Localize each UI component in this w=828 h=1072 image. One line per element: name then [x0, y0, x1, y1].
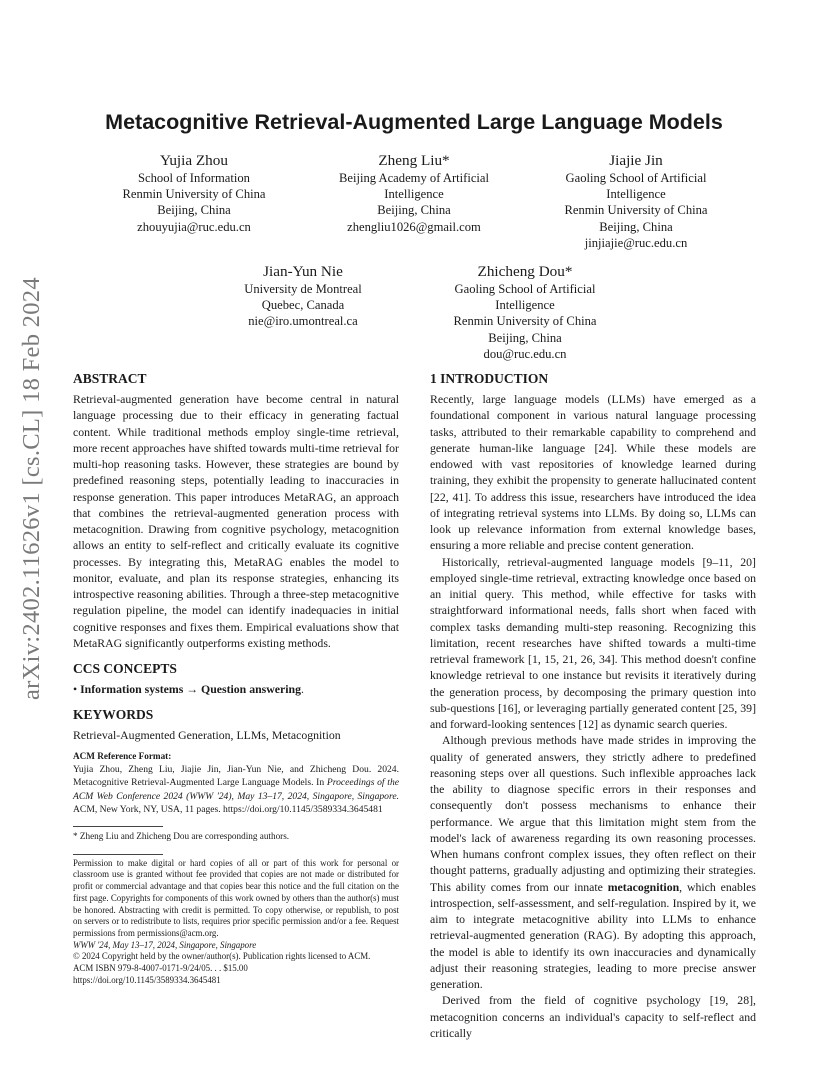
author-affiliation: Intelligence	[606, 187, 666, 202]
permission-isbn: ACM ISBN 979-8-4007-0171-9/24/05. . . $15.00	[73, 963, 248, 974]
left-column	[73, 371, 399, 986]
introduction-heading: 1 INTRODUCTION	[430, 371, 549, 386]
author-name: Yujia Zhou	[160, 152, 228, 169]
author-block-1	[104, 151, 284, 235]
author-name: Jiajie Jin	[609, 152, 663, 169]
acm-reference-text: ACM, New York, NY, USA, 11 pages. https://doi.org/10.1145/3589334.3645481	[73, 804, 383, 816]
ccs-item: Question answering	[201, 682, 301, 696]
author-name: Zheng Liu*	[378, 152, 450, 169]
author-affiliation: Renmin University of China	[453, 314, 597, 329]
permission-rule	[73, 854, 163, 855]
acm-reference-heading: ACM Reference Format:	[73, 750, 172, 761]
author-affiliation: Gaoling School of Artificial	[454, 282, 596, 296]
intro-paragraph-4: Derived from the field of cognitive psychology [19, 28], metacognition concerns an individual's capacity to self-reflect and critically	[430, 993, 756, 1040]
permission-doi: https://doi.org/10.1145/3589334.3645481	[73, 974, 221, 985]
right-column	[430, 371, 756, 1041]
arxiv-stamp: arXiv:2402.11626v1 [cs.CL] 18 Feb 2024	[18, 277, 45, 700]
acm-reference-text: Yujia Zhou, Zheng Liu, Jiajie Jin, Jian-Yun Nie, and Zhicheng Dou. 2024. Metacognitive Retrieval-Augmented Large Language Models. In	[73, 763, 399, 789]
intro-paragraph-3	[430, 732, 756, 992]
author-affiliation: Renmin University of China	[564, 203, 708, 218]
ccs-concepts	[73, 681, 399, 697]
paper-title: Metacognitive Retrieval-Augmented Large Language Models	[105, 110, 723, 134]
author-affiliation: School of Information	[138, 171, 250, 185]
author-location: Beijing, China	[377, 203, 451, 218]
author-email: jinjiajie@ruc.edu.cn	[584, 235, 688, 250]
author-name: Jian-Yun Nie	[263, 263, 343, 280]
author-location: Beijing, China	[599, 219, 673, 234]
author-email: zhouyujia@ruc.edu.cn	[137, 219, 251, 234]
author-location: Quebec, Canada	[261, 298, 345, 313]
author-location: Beijing, China	[488, 330, 562, 345]
permission-copyright: © 2024 Copyright held by the owner/author(s). Publication rights licensed to ACM.	[73, 951, 371, 962]
author-affiliation: Intelligence	[384, 187, 444, 202]
author-affiliation: University de Montreal	[244, 282, 362, 296]
author-affiliation: Renmin University of China	[122, 187, 266, 202]
author-affiliation: Gaoling School of Artificial	[565, 171, 707, 185]
footnote-rule	[73, 826, 163, 827]
ccs-bullet: •	[73, 682, 81, 696]
permission-block	[73, 858, 399, 987]
author-affiliation: Beijing Academy of Artificial	[338, 171, 490, 185]
author-block-2	[324, 151, 504, 235]
abstract-text: Retrieval-augmented generation have become central in natural language processing due to their efficacy in generating factual content. While traditional methods employ single-time retrieval, more recent approaches have shifted towards multi-time retrieval for multi-hop reasoning tasks. However, these strategies are bound by predefined reasoning steps, potentially leading to inaccuracies in response generation. This paper introduces MetaRAG, an approach that combines the retrieval-augmented generation process with metacognition. Drawing from cognitive psychology, metacognition allows an entity to self-reflect and critically evaluate its cognitive processes. By integrating this, MetaRAG enables the model to monitor, evaluate, and plan its response strategies, enhancing its introspective reasoning abilities. Through a three-step metacognitive regulation pipeline, the model can identify inadequacies in initial cognitive responses and fixes them. Empirical evaluations show that MetaRAG significantly outperforms existing methods.	[73, 392, 399, 650]
intro-bold-term: metacognition	[607, 879, 680, 894]
keywords-heading: KEYWORDS	[73, 707, 154, 723]
author-name: Zhicheng Dou*	[477, 263, 573, 280]
intro-text: , which enables introspection, self-assessment, and self-regulation. Inspired by it, we aim to integrate metacognitive ability into LLMs to enhance retrieval-augmented generation (RAG). By adopting this approach, the model is able to identify its own inaccuracies and dynamically adjust their reasoning strategies, leading to more precise answer generation.	[430, 879, 756, 991]
ccs-period: .	[300, 682, 304, 696]
permission-conference: WWW '24, May 13–17, 2024, Singapore, Singapore	[73, 939, 257, 950]
ccs-item: Information systems	[80, 682, 184, 696]
author-block-4	[213, 262, 393, 330]
author-block-3	[546, 151, 726, 251]
author-block-5	[435, 262, 615, 362]
author-email: zhengliu1026@gmail.com	[347, 219, 481, 234]
intro-text: Although previous methods have made strides in improving the quality of generated answers, they strictly adhere to predefined reasoning steps over all questions. Such inflexible approaches lack the ability to diagnose specific errors in their responses and consequently don't possess mechanisms to enhance their performance. We argue that this limitation might stem from the model's lack of awareness regarding its own reasoning processes. When humans confront complex issues, they often reflect on their thought patterns, gradually adjusting and optimizing their strategies. This ability comes from our innate	[430, 733, 756, 894]
footnote: * Zheng Liu and Zhicheng Dou are corresponding authors.	[73, 830, 290, 841]
acm-reference	[73, 750, 399, 817]
keywords-text: Retrieval-Augmented Generation, LLMs, Metacognition	[73, 728, 341, 743]
acm-reference-venue: Proceedings of the ACM Web Conference 2024 (WWW '24), May 13–17, 2024, Singapore, Singapore.	[73, 777, 399, 802]
author-email: nie@iro.umontreal.ca	[248, 314, 358, 329]
abstract-heading: ABSTRACT	[73, 371, 147, 386]
intro-paragraph-2: Historically, retrieval-augmented language models [9–11, 20] employed single-time retrieval, extracting knowledge once based on an initial query. This method, while effective for tasks with straightforward informational needs, falls short when faced with complex tasks demanding multi-step reasoning. Recognizing this limitation, recent researches have shifted towards a multi-time retrieval framework [1, 15, 21, 26, 34]. This method doesn't confine knowledge retrieval to one instance but revisits it iteratively during the generation process, by decomposing the primary question into sub-questions [16], or leveraging partially generated content [25, 39] and forward-looking sentences [12] as dynamic search queries.	[430, 554, 756, 731]
author-email: dou@ruc.edu.cn	[483, 346, 567, 361]
permission-text: Permission to make digital or hard copies of all or part of this work for personal or classroom use is granted without fee provided that copies are not made or distributed for profit or commercial advantage and that copies bear this notice and the full citation on the first page. Copyrights for components of this work owned by others than the author(s) must be honored. Abstracting with credit is permitted. To copy otherwise, or republish, to post on servers or to redistribute to lists, requires prior specific permission and/or a fee. Request permissions from permissions@acm.org.	[73, 857, 399, 938]
author-location: Beijing, China	[157, 203, 231, 218]
author-affiliation: Intelligence	[495, 298, 555, 313]
intro-paragraph-1: Recently, large language models (LLMs) have emerged as a foundational component in various natural language processing tasks, attributed to their remarkable capability to comprehend and generate human-like language [24]. While these models are endowed with vast repositories of knowledge learned during training, they exhibit the propensity to generate hallucinated content [22, 41]. To address this issue, researchers have introduced the idea of integrating retrieval systems into LLMs. By doing so, LLMs can look up relevance information from external knowledge bases, ensuring a more reliable and precise content generation.	[430, 392, 756, 553]
ccs-arrow: →	[183, 682, 202, 696]
ccs-heading: CCS CONCEPTS	[73, 661, 177, 676]
